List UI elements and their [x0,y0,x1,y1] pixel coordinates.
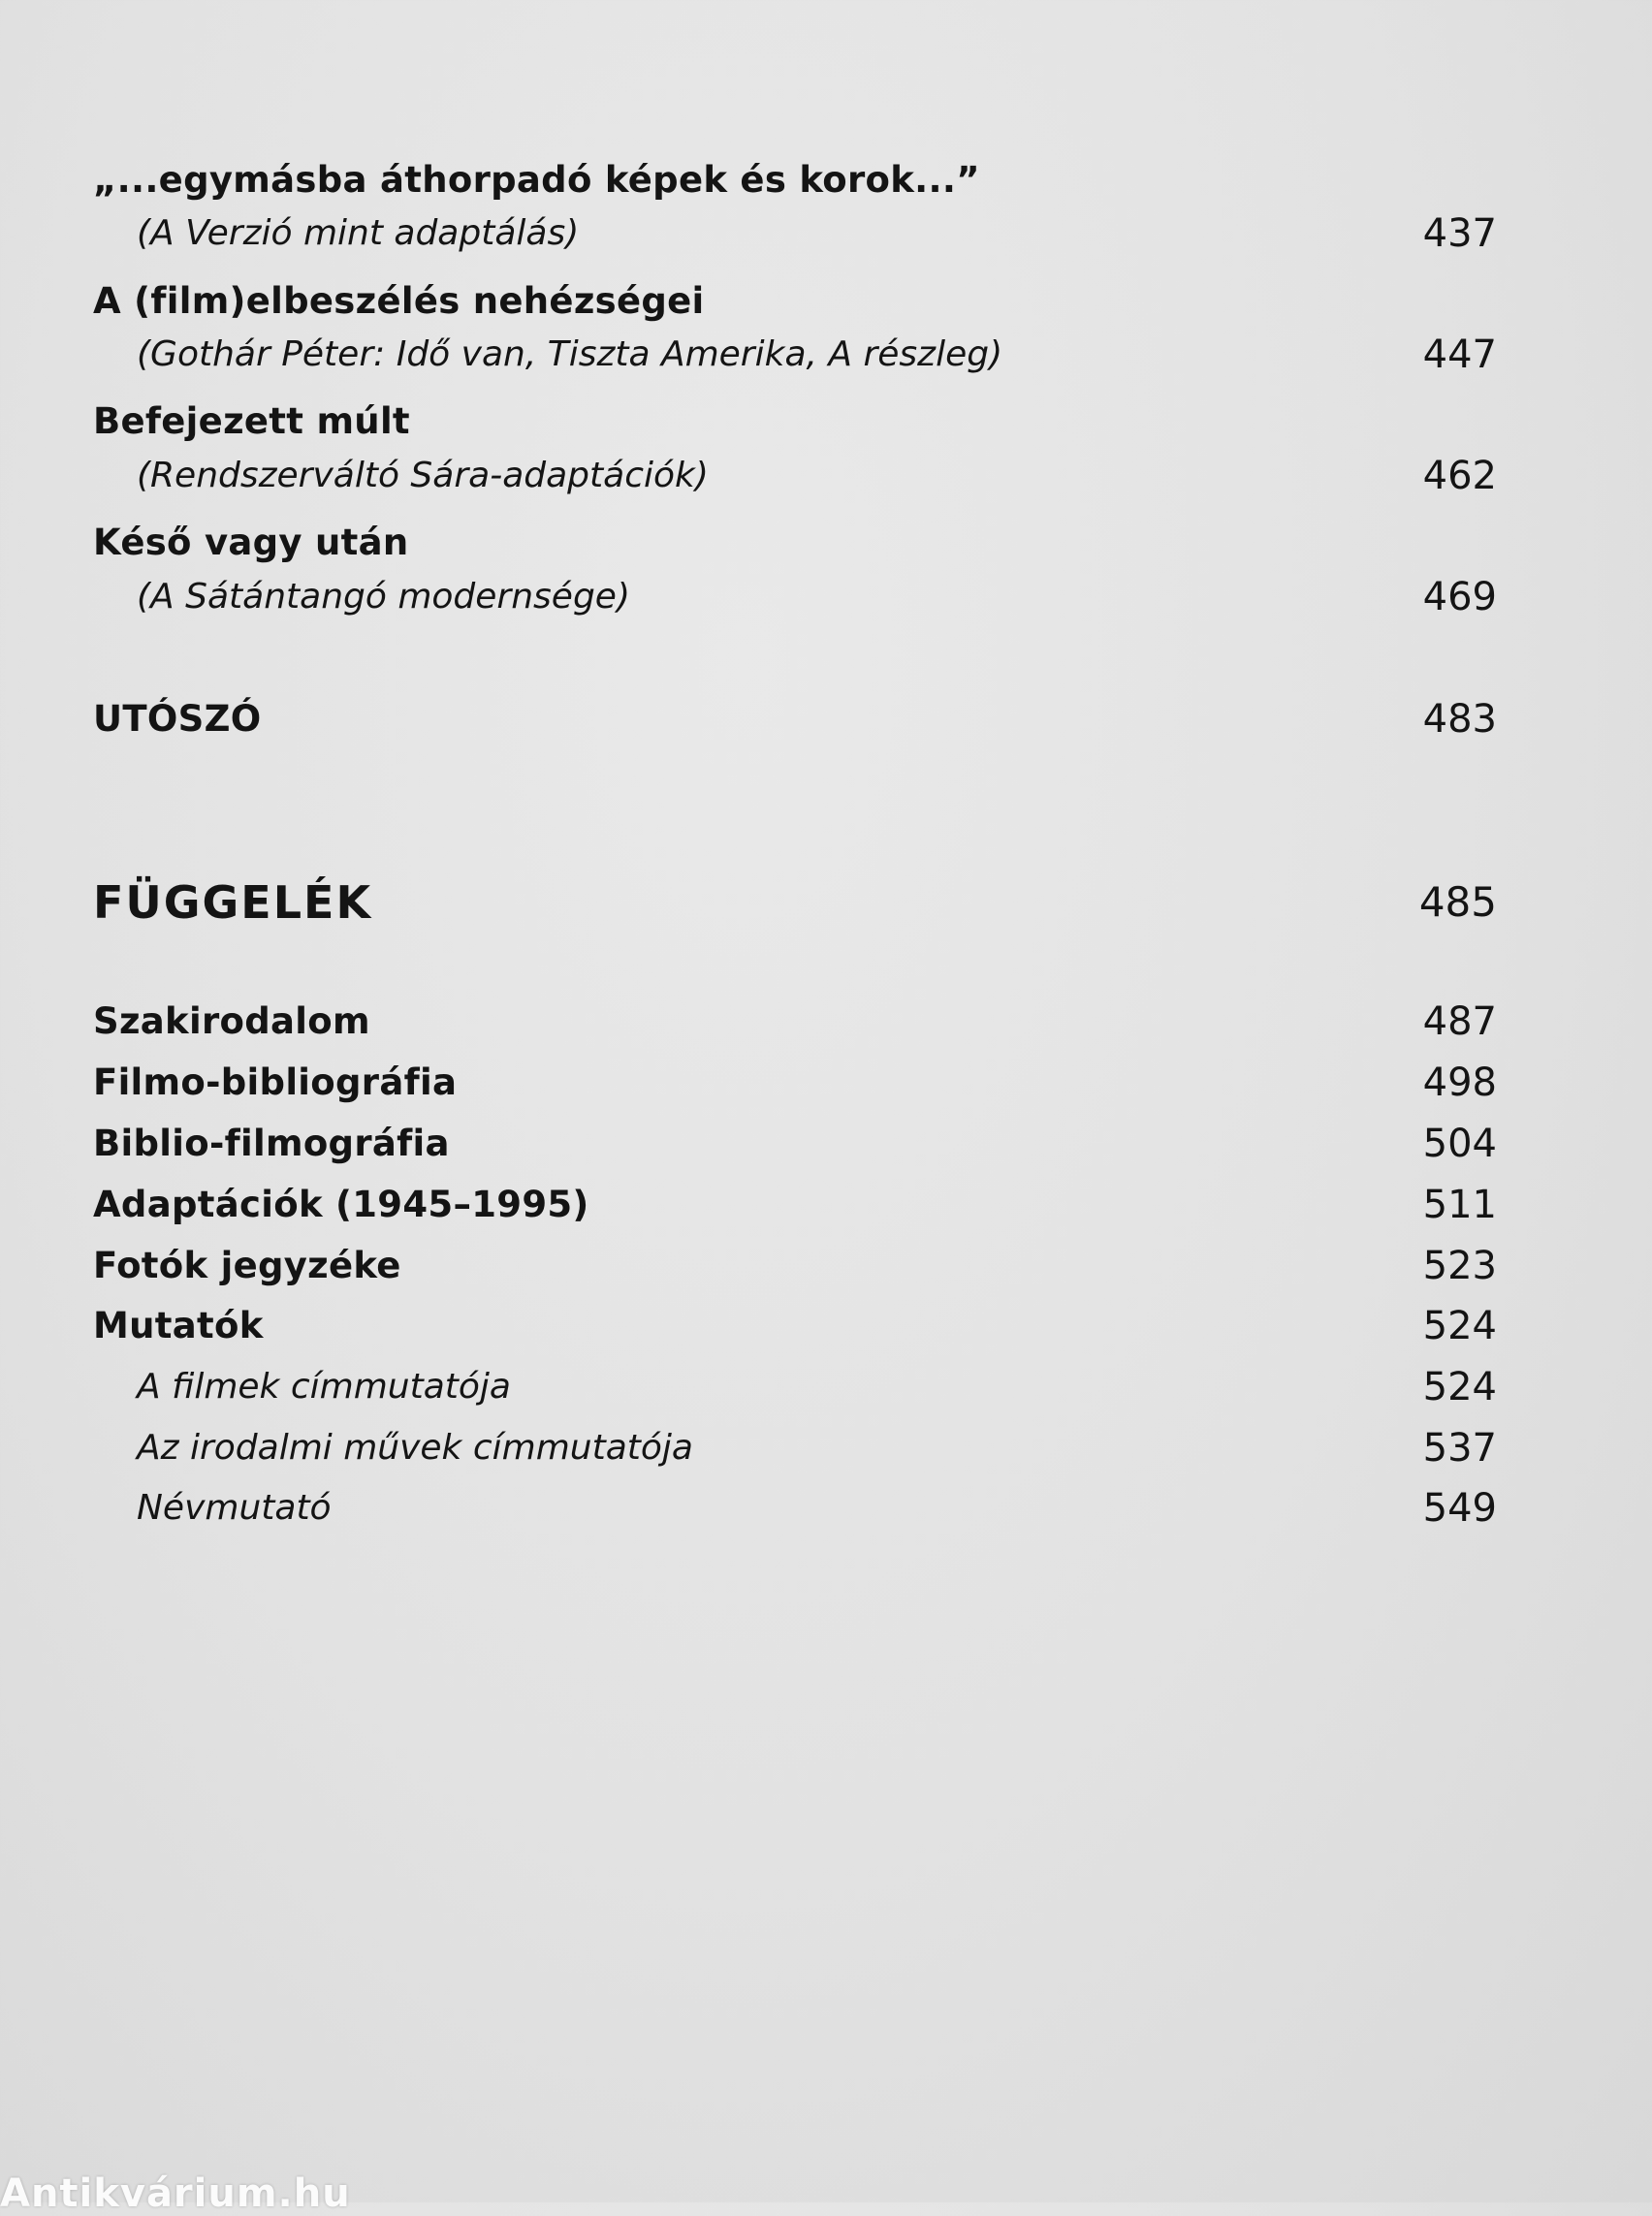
entry-title: Késő vagy után [93,522,409,563]
page-number: 511 [1422,1183,1497,1227]
item-title: Adaptációk (1945–1995) [93,1184,589,1225]
toc-appendix-item [93,1178,1497,1232]
toc-appendix-item [93,1239,1497,1293]
entry-subtitle: (Gothár Péter: Idő van, Tiszta Amerika, A részleg) [137,334,1003,374]
entry-subtitle: (A Verzió mint adaptálás) [137,213,580,253]
toc-index-item [93,1360,1497,1414]
toc-entry-title [93,395,1497,449]
entry-subtitle: (Rendszerváltó Sára-adaptációk) [137,456,709,495]
page-number: 437 [1422,211,1497,256]
entry-title: A (film)elbeszélés nehézségei [93,280,705,322]
item-title: Biblio-filmográfia [93,1123,450,1164]
entry-title: Befejezett múlt [93,400,410,442]
page-number: 549 [1422,1486,1497,1531]
appendix-title: FÜGGELÉK [93,876,373,929]
toc-index-item [93,1421,1497,1475]
page-number: 462 [1422,454,1497,498]
page-number: 485 [1418,878,1497,926]
item-title: Mutatók [93,1305,264,1346]
toc-entry-subtitle [93,328,1497,382]
toc-entry-title [93,274,1497,329]
toc-afterword [93,692,1497,746]
page-number: 523 [1422,1244,1497,1288]
item-title: Szakirodalom [93,1000,370,1042]
page-number: 504 [1422,1122,1497,1166]
page-number: 524 [1422,1365,1497,1409]
entry-subtitle: (A Sátántangó modernsége) [137,577,630,617]
toc-index-item [93,1481,1497,1535]
toc-appendix-heading [93,871,1497,934]
page-number: 498 [1422,1061,1497,1105]
page-number: 524 [1422,1304,1497,1348]
toc-entry-subtitle [93,570,1497,624]
item-title: Fotók jegyzéke [93,1245,401,1286]
toc-appendix-item [93,1299,1497,1353]
index-title: A filmek címmutatója [137,1367,511,1407]
toc-entry-subtitle [93,449,1497,503]
index-title: Az irodalmi művek címmutatója [137,1428,693,1468]
page-number: 447 [1422,332,1497,377]
toc-entry-title [93,153,1497,207]
toc-appendix-item [93,1056,1497,1110]
page-number: 487 [1422,999,1497,1044]
afterword-title: UTÓSZÓ [93,698,262,740]
item-title: Filmo-bibliográfia [93,1061,458,1103]
toc-appendix-item [93,995,1497,1049]
index-title: Névmutató [137,1488,332,1528]
watermark-text: Antikvárium.hu [0,2171,351,2216]
page-number: 483 [1422,697,1497,742]
toc-entry-subtitle [93,206,1497,261]
page-number: 537 [1422,1426,1497,1471]
page-number: 469 [1422,575,1497,619]
toc-appendix-item [93,1117,1497,1171]
toc-entry-title [93,516,1497,570]
entry-title: „...egymásba áthorpadó képek és korok...” [93,159,980,201]
